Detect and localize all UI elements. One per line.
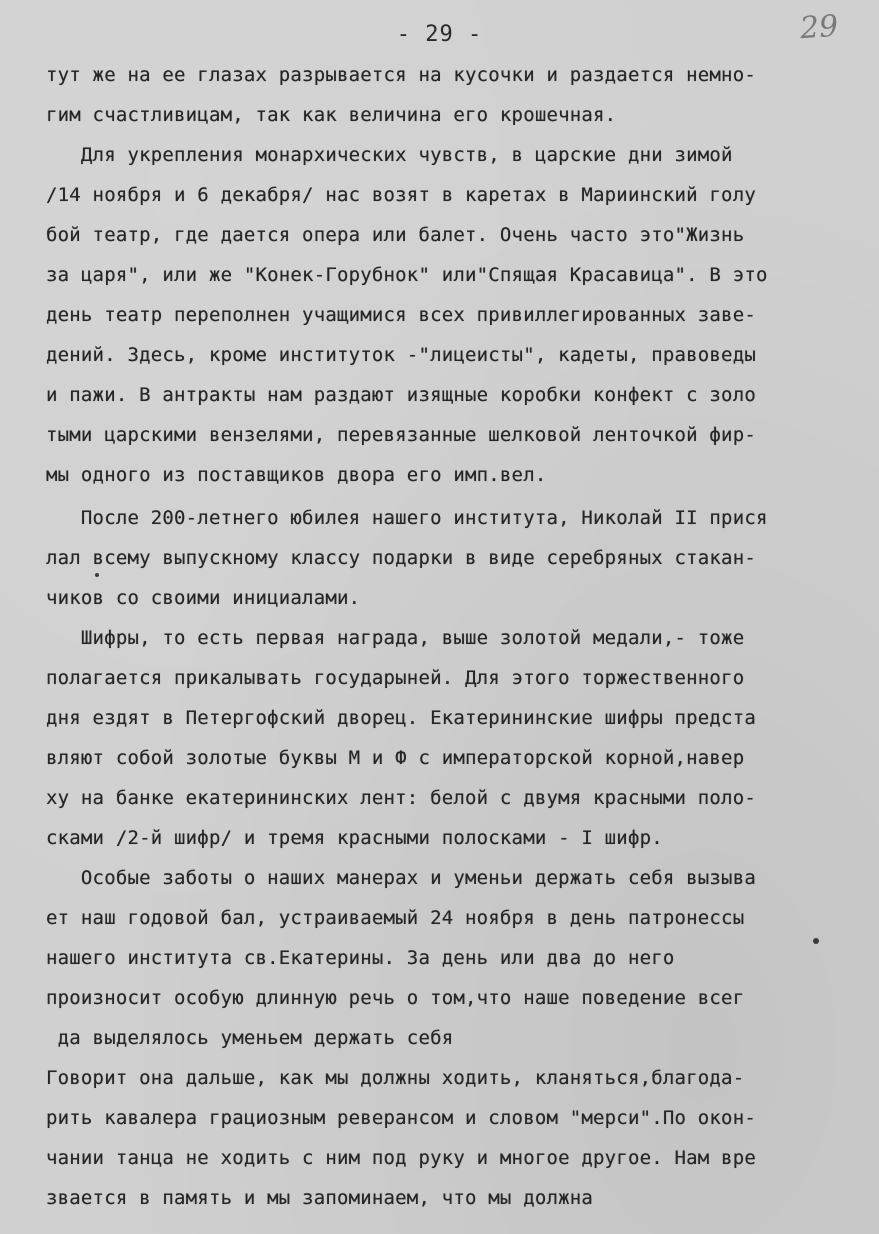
ink-speck: [813, 938, 819, 944]
text-line: нашего института св.Екатерины. За день или два до него: [46, 947, 675, 969]
text-line: мы одного из поставщиков двора его имп.вел.: [46, 464, 547, 486]
text-line: дений. Здесь, кроме институток -"лицеисты", кадеты, правоведы: [46, 344, 756, 366]
text-line: рить кавалера грациозным реверансом и словом "мерси".По окон-: [46, 1107, 756, 1129]
text-line: за царя", или же "Конек-Горубнок" или"Спящая Красавица". В это: [46, 264, 768, 286]
text-line: Особые заботы о наших манерах и уменьи держать себя вызыва: [46, 867, 756, 889]
text-line: После 200-летнего юбилея нашего института, Николай II прися: [46, 507, 768, 529]
text-line: вляют собой золотые буквы М и Ф с императорской корной,навер: [46, 747, 745, 769]
text-line: произносит особую длинную речь о том,что наше поведение всег: [46, 987, 745, 1009]
text-line: тыми царскими вензелями, перевязанные шелковой ленточкой фир-: [46, 424, 756, 446]
text-line: лал всему выпускному классу подарки в виде серебряных стакан-: [46, 547, 756, 569]
text-line: Говорит она дальше, как мы должны ходить, кланяться,благода-: [46, 1067, 745, 1089]
text-line: бой театр, где дается опера или балет. Очень часто это"Жизнь: [46, 224, 745, 246]
text-line: /14 ноября и 6 декабря/ нас возят в каретах в Мариинский голу: [46, 184, 756, 206]
text-line: Для укрепления монархических чувств, в царские дни зимой: [46, 144, 733, 166]
text-line: чании танца не ходить с ним под руку и многое другое. Нам вре: [46, 1147, 756, 1169]
text-line: дня ездят в Петергофский дворец. Екатерининские шифры предста: [46, 707, 756, 729]
text-line: ет наш годовой бал, устраиваемый 24 ноября в день патронессы: [46, 907, 745, 929]
text-line: звается в память и мы запоминаем, что мы должна: [46, 1187, 594, 1209]
text-line: тут же на ее глазах разрывается на кусочки и раздается немно-: [46, 64, 756, 86]
ink-speck: [95, 573, 99, 577]
text-line: сками /2-й шифр/ и тремя красными полосками - I шифр.: [46, 827, 663, 849]
text-line: Шифры, то есть первая награда, выше золотой медали,- тоже: [46, 627, 745, 649]
handwritten-page-number: 29: [798, 8, 840, 47]
text-line: да выделялось уменьем держать себя: [46, 1027, 454, 1049]
text-line: и пажи. В антракты нам раздают изящные коробки конфект с золо: [46, 384, 756, 406]
text-line: ху на банке екатерининских лент: белой с двумя красными поло-: [46, 787, 756, 809]
text-line: день театр переполнен учащимися всех привиллегированных заве-: [46, 304, 756, 326]
text-line: полагается прикалывать государыней. Для этого торжественного: [46, 667, 745, 689]
text-line: гим счастливицам, так как величина его крошечная.: [46, 104, 617, 126]
page-number: - 29 -: [396, 22, 483, 47]
text-line: чиков со своими инициалами.: [46, 587, 361, 609]
